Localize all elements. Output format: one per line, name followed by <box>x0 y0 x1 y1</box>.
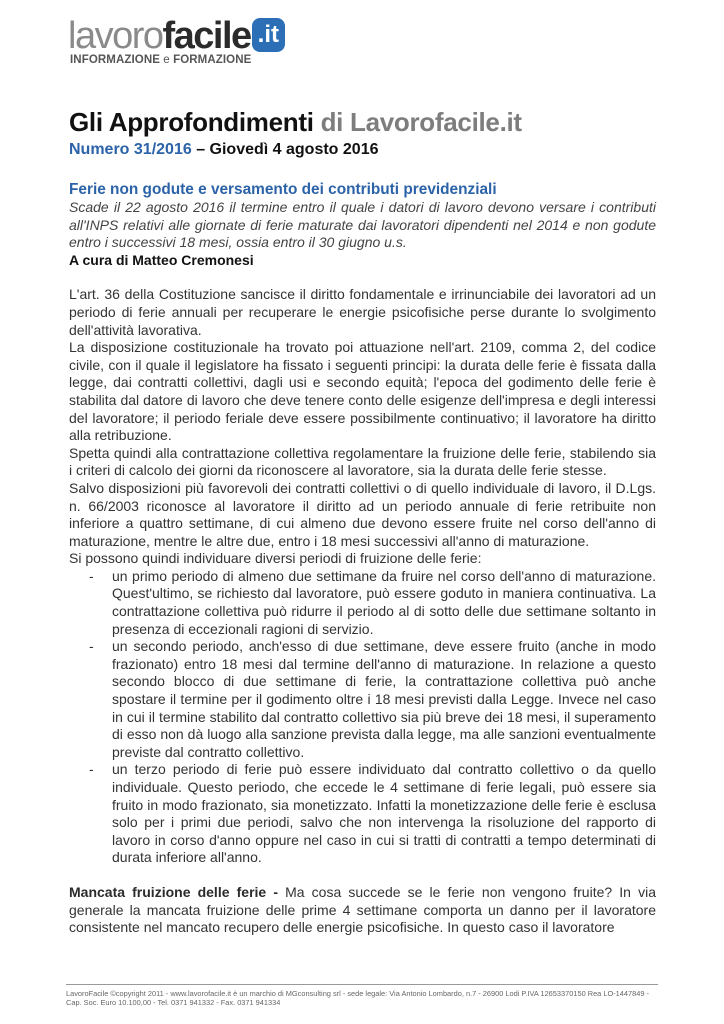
spacer <box>69 867 656 884</box>
list-item-text: un terzo periodo di ferie può essere individuato dal contratto collettivo o da quello individuale. Questo periodo, che eccede le 4 settimane di ferie legali, può essere sia fruito in modo frazionato, sia monetizzato. Infatti la monetizzazione delle ferie è esclusa solo per i primi due periodi, salvo che non intervenga la risoluzione del rapporto di lavoro in corso d'anno oppure nel caso in cui si tratti di contratti a tempo determinati di durata inferiore all'anno. <box>112 761 656 866</box>
article-author: A cura di Matteo Cremonesi <box>69 251 254 268</box>
bullet-dash: - <box>89 638 94 655</box>
article-abstract: Scade il 22 agosto 2016 il termine entro il quale i datori di lavoro devono versare i contributi all'INPS relativi alle giornate di ferie maturate dai lavoratori dipendenti nel 2014 e non godute entro i successivi 18 mesi, ossia entro il 30 giugno u.s. <box>69 199 656 251</box>
paragraph: L'art. 36 della Costituzione sancisce il diritto fondamentale e irrinunciabile dei lavoratori ad un periodo di ferie annuali per recuperare le energie psicofisiche perse durante lo svolgimento dell'attività lavorativa. <box>69 286 656 338</box>
bullet-dash: - <box>89 567 94 584</box>
paragraph: Spetta quindi alla contrattazione collettiva regolamentare la fruizione delle ferie, stabilendo sia i criteri di calcolo dei giorni da riconoscere al lavoratore, sia la durata delle ferie stesse. <box>69 444 656 479</box>
list-item-text: un primo periodo di almeno due settimane da fruire nel corso dell'anno di maturazione. Quest'ultimo, se richiesto dal lavoratore, può essere goduto in maniera continuativa. La contrattazione collettiva può ridurre il periodo al di sotto delle due settimane soltanto in presenza di eccezionali ragioni di servizio. <box>112 567 656 637</box>
logo-tagline-e: e <box>163 54 170 66</box>
logo-word-light: lavoro <box>68 15 163 57</box>
list-item <box>69 638 656 761</box>
paragraph: La disposizione costituzionale ha trovato poi attuazione nell'art. 2109, comma 2, del codice civile, con il quale il legislatore ha fissato i seguenti principi: la durata delle ferie è fissata dalla legge, dai contratti collettivi, dagli usi e secondo equità; l'epoca del godimento delle ferie è stabilita dal datore di lavoro che deve tenere conto delle esigenze dell'impresa e degli interessi del lavoratore; il periodo feriale deve essere possibilmente continuativo; il lavoratore ha diritto alla retribuzione. <box>69 339 656 444</box>
logo-tagline-b: FORMAZIONE <box>169 54 252 66</box>
page-title <box>69 106 522 138</box>
footer-line: Cap. Soc. Euro 10.100,00 - Tel. 0371 941332 - Fax. 0371 941334 <box>66 998 281 1007</box>
site-logo <box>68 14 328 72</box>
section-paragraph <box>69 884 656 937</box>
logo-wordmark <box>68 14 285 58</box>
logo-word-bold: facile <box>162 15 251 57</box>
page-footer <box>66 984 658 1007</box>
logo-tagline-a: INFORMAZIONE <box>70 54 164 66</box>
list-item <box>69 568 656 638</box>
section-text: Ma cosa succede se le ferie non vengono fruite? In via generale la mancata fruizione delle prime 4 settimane comporta un danno per il lavoratore consistente nel mancato recupero delle energie psicofisiche. In questo caso il lavoratore <box>69 883 656 936</box>
issue-number: Numero 31/2016 <box>69 141 192 158</box>
footer-line: LavoroFacile ©copyright 2011 - www.lavorofacile.it è un marchio di MGconsulting srl - sede legale: Via Antonio Lombardo, n.7 - 26900 Lodi P.IVA 12653370150 Rea LO-1447849 - <box>66 989 649 998</box>
spacer <box>69 269 656 286</box>
article-body <box>69 180 656 937</box>
list-item-text: un secondo periodo, anch'esso di due settimane, deve essere fruito (anche in modo frazionato) entro 18 mesi dal termine dell'anno di maturazione. In relazione a questo secondo blocco di due settimane di ferie, la contrattazione collettiva può anche spostare il termine per il godimento oltre i 18 mesi previsti dalla Legge. Invece nel caso in cui il termine stabilito dal contratto collettivo sia più breve dei 18 mesi, il superamento di esso non dà luogo alla sanzione prevista dalla legge, ma alle sanzioni eventualmente previste dal contratto collettivo. <box>112 638 656 760</box>
issue-date: – Giovedì 4 agosto 2016 <box>196 141 379 158</box>
ferie-periods-list <box>69 568 656 867</box>
paragraph: Salvo disposizioni più favorevoli dei contratti collettivi o di quello individuale di lavoro, il D.Lgs. n. 66/2003 riconosce al lavoratore il diritto ad un periodo annuale di ferie retribuite non inferiore a quattro settimane, di cui almeno due devono essere fruite nel corso dell'anno di maturazione, mentre le altre due, entro i 18 mesi successivi all'anno di maturazione. <box>69 479 656 549</box>
paragraph: Si possono quindi individuare diversi periodi di fruizione delle ferie: <box>69 550 482 567</box>
logo-badge: .it <box>252 18 285 52</box>
issue-line <box>69 141 378 159</box>
logo-tagline <box>70 54 251 66</box>
list-item <box>69 761 656 867</box>
article-title: Ferie non godute e versamento dei contributi previdenziali <box>69 181 497 198</box>
page-title-site: di Lavorofacile.it <box>320 107 522 137</box>
section-lead: Mancata fruizione delle ferie - <box>69 883 278 900</box>
page-title-main: Gli Approfondimenti <box>69 107 314 137</box>
bullet-dash: - <box>89 761 94 778</box>
